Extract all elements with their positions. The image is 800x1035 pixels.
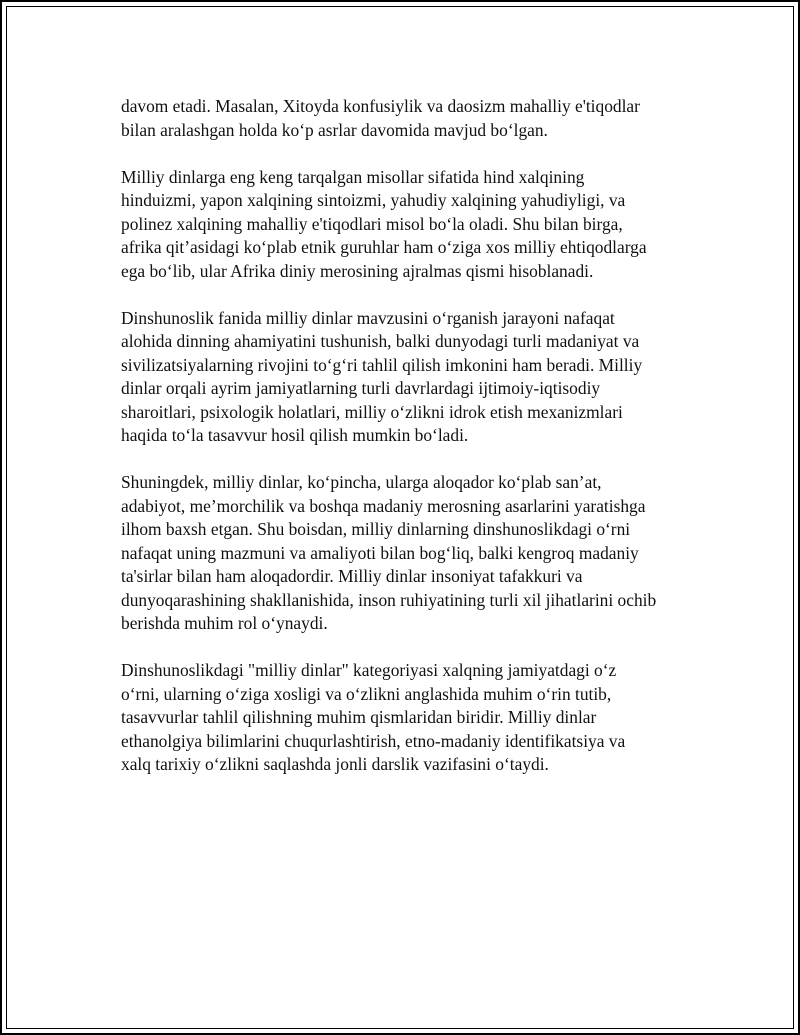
text-line: bilan aralashgan holda koʻp asrlar davomida mavjud boʻlgan. (121, 119, 548, 140)
text-line: dunyoqarashining shakllanishida, inson ruhiyatining turli xil jihatlarini ochib (121, 589, 657, 610)
text-line: haqida toʻla tasavvur hosil qilish mumkin boʻladi. (121, 425, 469, 445)
text-line: afrika qit’asidagi koʻplab etnik guruhlar ham oʻziga xos milliy ehtiqodlarga (121, 237, 647, 257)
text-line: ta'sirlar bilan ham aloqadordir. Milliy dinlar insoniyat tafakkuri va (121, 566, 583, 586)
text-line: Dinshunoslikdagi "milliy dinlar" kategoriyasi xalqning jamiyatdagi oʻz (121, 660, 617, 680)
paragraph-1 (121, 95, 701, 142)
text-line: ethanolgiya bilimlarini chuqurlashtirish, etno-madaniy identifikatsiya va (121, 730, 626, 751)
text-line: Shuningdek, milliy dinlar, koʻpincha, ularga aloqador koʻplab san’at, (121, 472, 602, 492)
text-line: tasavvurlar tahlil qilishning muhim qismlaridan biridir. Milliy dinlar (121, 707, 597, 727)
text-line: adabiyot, me’morchilik va boshqa madaniy merosning asarlarini yaratishga (121, 495, 646, 516)
document-body (121, 95, 701, 800)
text-line: ilhom baxsh etgan. Shu boisdan, milliy dinlarning dinshunoslikdagi oʻrni (121, 519, 631, 539)
text-line: sivilizatsiyalarning rivojini toʻgʻri tahlil qilish imkonini ham beradi. Milliy (121, 354, 643, 375)
paragraph-3 (121, 307, 701, 448)
text-line: Dinshunoslik fanida milliy dinlar mavzusini oʻrganish jarayoni nafaqat (121, 307, 615, 328)
text-line: oʻrni, ularning oʻziga xosligi va oʻzlikni anglashida muhim oʻrin tutib, (121, 683, 612, 704)
paragraph-4 (121, 471, 701, 636)
paragraph-2 (121, 166, 701, 284)
text-line: xalq tarixiy oʻzlikni saqlashda jonli darslik vazifasini oʻtaydi. (121, 754, 549, 774)
text-line: Milliy dinlarga eng keng tarqalgan misollar sifatida hind xalqining (121, 166, 585, 187)
text-line: ega boʻlib, ular Afrika diniy merosining ajralmas qismi hisoblanadi. (121, 260, 594, 281)
text-line: dinlar orqali ayrim jamiyatlarning turli davrlardagi ijtimoiy-iqtisodiy (121, 378, 601, 398)
text-line: berishda muhim rol oʻynaydi. (121, 613, 328, 633)
text-line: alohida dinning ahamiyatini tushunish, balki dunyodagi turli madaniyat va (121, 331, 640, 351)
text-line: polinez xalqining mahalliy e'tiqodlari misol boʻla oladi. Shu bilan birga, (121, 213, 623, 234)
text-line: davom etadi. Masalan, Xitoyda konfusiylik va daosizm mahalliy e'tiqodlar (121, 96, 640, 116)
paragraph-5 (121, 659, 701, 777)
text-line: sharoitlari, psixologik holatlari, milliy oʻzlikni idrok etish mexanizmlari (121, 401, 623, 422)
text-line: hinduizmi, yapon xalqining sintoizmi, yahudiy xalqining yahudiyligi, va (121, 190, 626, 210)
text-line: nafaqat uning mazmuni va amaliyoti bilan bogʻliq, balki kengroq madaniy (121, 542, 639, 563)
